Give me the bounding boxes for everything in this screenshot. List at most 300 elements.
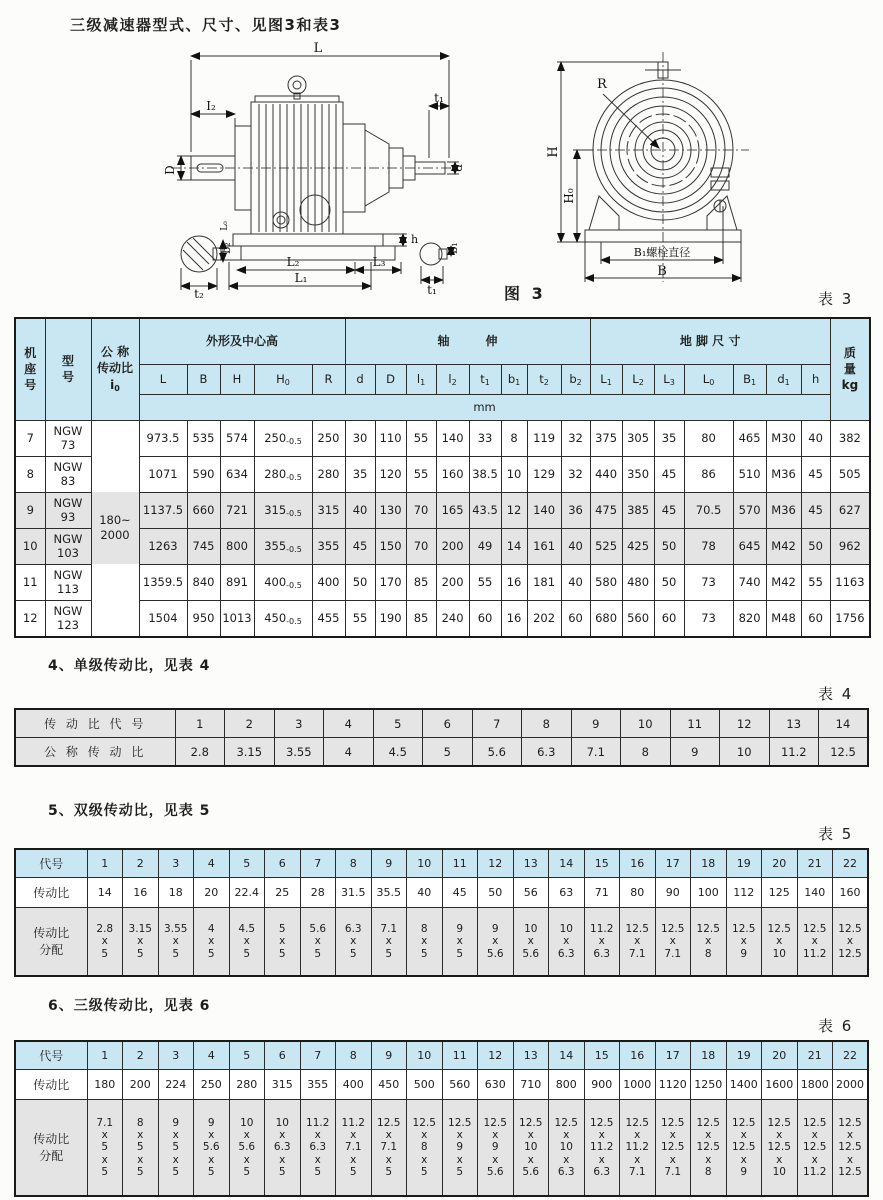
ratio-value-cell: 10 <box>720 738 770 767</box>
dim-value-cell: 1263 <box>139 528 187 564</box>
dim-d-label: d <box>451 164 465 172</box>
dim-L-label: L <box>313 41 323 56</box>
code-cell: 1 <box>87 849 123 878</box>
table5-label: 表 5 <box>818 825 854 843</box>
frame-no-cell: 8 <box>15 456 45 492</box>
ratio-cell: 900 <box>584 1070 620 1100</box>
ratio-cell: 280 <box>229 1070 265 1100</box>
code-cell: 5 <box>229 849 265 878</box>
code-cell: 20 <box>762 1041 798 1070</box>
dim-value-cell: 645 <box>733 528 766 564</box>
ratio-cell: 40 <box>407 878 443 908</box>
ratio-split-cell: 12.5 x 12.5 x 8 <box>691 1100 727 1197</box>
code-cell: 9 <box>371 1041 407 1070</box>
ratio-cell: 125 <box>762 878 798 908</box>
dim-value-cell: 85 <box>406 564 436 600</box>
dim-col-header: h <box>801 364 830 394</box>
dim-L1-label: L₁ <box>294 271 308 285</box>
dim-B1-label: B₁螺栓直径 <box>633 246 691 259</box>
ratio-cell: 45 <box>442 878 478 908</box>
dim-value-cell: 375 <box>590 420 622 456</box>
dim-value-cell: 510 <box>733 456 766 492</box>
dim-value-cell: 250 <box>312 420 345 456</box>
ratio-split-cell: 12.5 x 7.1 <box>655 908 691 977</box>
ratio-cell: 50 <box>478 878 514 908</box>
frame-no-cell: 11 <box>15 564 45 600</box>
weight-cell: 627 <box>830 492 870 528</box>
nominal-ratio-cell: 180~ 2000 <box>91 420 139 637</box>
dim-col-header: $H_0$ <box>254 364 312 394</box>
dim-value-cell: 50 <box>801 528 830 564</box>
dim-col-header: $L_2$ <box>622 364 654 394</box>
row-label-nominal-ratio: 公 称 传 动 比 <box>15 738 175 767</box>
dim-value-cell: 80 <box>684 420 733 456</box>
dim-B-label: B <box>657 264 667 279</box>
dim-value-cell: 73 <box>684 600 733 637</box>
dim-value-cell: 973.5 <box>139 420 187 456</box>
code-cell: 6 <box>265 849 301 878</box>
dim-value-cell: 315 <box>312 492 345 528</box>
header-unit-mm: mm <box>139 394 830 420</box>
ratio-cell: 355 <box>300 1070 336 1100</box>
dim-value-cell: 32 <box>561 456 590 492</box>
ratio-split-cell: 12.5 x 9 x 5 <box>442 1100 478 1197</box>
dim-value-cell: 161 <box>527 528 561 564</box>
dim-col-header: $t_1$ <box>469 364 501 394</box>
dim-value-cell: 40 <box>561 564 590 600</box>
ratio-cell: 500 <box>407 1070 443 1100</box>
dim-value-cell: 200 <box>436 528 469 564</box>
section4-heading: 4、单级传动比，见表 4 <box>48 658 211 674</box>
dim-value-cell: 33 <box>469 420 501 456</box>
code-cell: 16 <box>620 849 656 878</box>
ratio-split-cell: 8 x 5 <box>407 908 443 977</box>
ratio-split-cell: 12.5 x 11.2 x 6.3 <box>584 1100 620 1197</box>
dim-value-cell: 55 <box>406 420 436 456</box>
dim-value-cell: 950 <box>187 600 220 637</box>
code-cell: 6 <box>265 1041 301 1070</box>
ratio-cell: 630 <box>478 1070 514 1100</box>
dim-value-cell: 14 <box>501 528 527 564</box>
dim-value-cell: $280_{-0.5}$ <box>254 456 312 492</box>
code-cell: 15 <box>584 1041 620 1070</box>
ratio-cell: 90 <box>655 878 691 908</box>
dim-value-cell: 60 <box>801 600 830 637</box>
header-group-foot: 地 脚 尺 寸 <box>590 318 830 364</box>
row-label-ratio: 传动比 <box>15 1070 87 1100</box>
dim-value-cell: 70.5 <box>684 492 733 528</box>
dim-value-cell: 55 <box>801 564 830 600</box>
ratio-split-cell: 9 x 5 x 5 <box>158 1100 194 1197</box>
dim-value-cell: 170 <box>375 564 406 600</box>
dim-value-cell: 30 <box>345 420 375 456</box>
ratio-cell: 800 <box>549 1070 585 1100</box>
dim-value-cell: 70 <box>406 528 436 564</box>
header-nominal-ratio: 公 称 传动比 $i_0$ <box>91 318 139 420</box>
dim-value-cell: 721 <box>220 492 254 528</box>
ratio-cell: 180 <box>87 1070 123 1100</box>
row-label-ratio-split: 传动比 分配 <box>15 1100 87 1197</box>
ratio-value-cell: 11.2 <box>769 738 819 767</box>
row-label-code: 代号 <box>15 849 87 878</box>
dim-col-header: $t_2$ <box>527 364 561 394</box>
dim-col-header: $d_1$ <box>766 364 801 394</box>
dim-value-cell: 32 <box>561 420 590 456</box>
ratio-split-cell: 9 x 5 <box>442 908 478 977</box>
ratio-split-cell: 12.5 x 12.5 x 10 <box>762 1100 798 1197</box>
row-label-ratio-code: 传 动 比 代 号 <box>15 709 175 738</box>
code-cell: 11 <box>442 849 478 878</box>
model-cell: NGW 73 <box>45 420 91 456</box>
table-row <box>15 528 870 564</box>
dim-value-cell: 1071 <box>139 456 187 492</box>
ratio-cell: 1600 <box>762 1070 798 1100</box>
dim-value-cell: 574 <box>220 420 254 456</box>
dim-H0-label: H₀ <box>562 188 576 204</box>
ratio-split-cell: 12.5 x 10 x 5.6 <box>513 1100 549 1197</box>
dim-value-cell: 55 <box>406 456 436 492</box>
ratio-code-cell: 12 <box>720 709 770 738</box>
dim-value-cell: 55 <box>469 564 501 600</box>
ratio-value-cell: 4 <box>324 738 374 767</box>
dim-value-cell: 40 <box>561 528 590 564</box>
dim-value-cell: 480 <box>622 564 654 600</box>
ratio-cell: 20 <box>194 878 230 908</box>
table3-dimensions <box>14 317 871 638</box>
dim-value-cell: 660 <box>187 492 220 528</box>
code-cell: 12 <box>478 849 514 878</box>
dim-col-header: d <box>345 364 375 394</box>
dim-value-cell: 745 <box>187 528 220 564</box>
ratio-cell: 56 <box>513 878 549 908</box>
ratio-cell: 250 <box>194 1070 230 1100</box>
dim-value-cell: 35 <box>345 456 375 492</box>
dim-value-cell: 280 <box>312 456 345 492</box>
ratio-cell: 1000 <box>620 1070 656 1100</box>
dim-value-cell: 240 <box>436 600 469 637</box>
dim-H-label: H <box>546 146 561 158</box>
dim-value-cell: 590 <box>187 456 220 492</box>
table-row <box>15 420 870 456</box>
dim-value-cell: 355 <box>312 528 345 564</box>
code-cell: 12 <box>478 1041 514 1070</box>
dim-col-header: $L_3$ <box>654 364 684 394</box>
ratio-cell: 2000 <box>833 1070 869 1100</box>
section6-heading: 6、三级传动比，见表 6 <box>48 998 211 1014</box>
ratio-cell: 1400 <box>726 1070 762 1100</box>
ratio-cell: 112 <box>726 878 762 908</box>
header-model: 型 号 <box>45 318 91 420</box>
dim-value-cell: 55 <box>345 600 375 637</box>
code-cell: 10 <box>407 849 443 878</box>
ratio-split-cell: 11.2 x 6.3 x 5 <box>300 1100 336 1197</box>
dim-value-cell: 8 <box>501 420 527 456</box>
ratio-value-cell: 2.8 <box>175 738 225 767</box>
ratio-split-cell: 5 x 5 <box>265 908 301 977</box>
dim-value-cell: 465 <box>733 420 766 456</box>
code-cell: 5 <box>229 1041 265 1070</box>
ratio-cell: 25 <box>265 878 301 908</box>
table6-triple-stage-ratios <box>14 1040 869 1197</box>
ratio-code-cell: 3 <box>274 709 324 738</box>
ratio-cell: 80 <box>620 878 656 908</box>
ratio-cell: 31.5 <box>336 878 372 908</box>
dim-value-cell: 140 <box>527 492 561 528</box>
ratio-cell: 35.5 <box>371 878 407 908</box>
frame-no-cell: 12 <box>15 600 45 637</box>
weight-cell: 505 <box>830 456 870 492</box>
code-cell: 17 <box>655 849 691 878</box>
dim-value-cell: 12 <box>501 492 527 528</box>
code-cell: 19 <box>726 1041 762 1070</box>
ratio-split-cell: 11.2 x 7.1 x 5 <box>336 1100 372 1197</box>
dim-value-cell: 38.5 <box>469 456 501 492</box>
dim-t2-label: t₂ <box>194 287 204 300</box>
table6-label: 表 6 <box>818 1017 854 1035</box>
dim-value-cell: 43.5 <box>469 492 501 528</box>
dim-value-cell: 50 <box>345 564 375 600</box>
code-cell: 1 <box>87 1041 123 1070</box>
ratio-code-cell: 2 <box>225 709 275 738</box>
code-cell: 3 <box>158 849 194 878</box>
ratio-code-cell: 6 <box>423 709 473 738</box>
dim-value-cell: 49 <box>469 528 501 564</box>
dim-value-cell: 634 <box>220 456 254 492</box>
dim-value-cell: 45 <box>654 492 684 528</box>
ratio-cell: 18 <box>158 878 194 908</box>
dim-value-cell: 45 <box>345 528 375 564</box>
row-label-ratio: 传动比 <box>15 878 87 908</box>
dim-value-cell: 40 <box>345 492 375 528</box>
ratio-cell: 450 <box>371 1070 407 1100</box>
dim-col-header: $b_1$ <box>501 364 527 394</box>
dim-value-cell: 350 <box>622 456 654 492</box>
code-cell: 10 <box>407 1041 443 1070</box>
dim-value-cell: 60 <box>561 600 590 637</box>
dim-col-header: $B_1$ <box>733 364 766 394</box>
ratio-split-cell: 2.8 x 5 <box>87 908 123 977</box>
ratio-cell: 224 <box>158 1070 194 1100</box>
dim-value-cell: 16 <box>501 600 527 637</box>
dim-value-cell: 110 <box>375 420 406 456</box>
dim-value-cell: 10 <box>501 456 527 492</box>
header-group-outline: 外形及中心高 <box>139 318 345 364</box>
ratio-split-cell: 3.15 x 5 <box>123 908 159 977</box>
dim-value-cell: 181 <box>527 564 561 600</box>
dim-L0-label: L₀ <box>220 221 230 231</box>
table-row <box>15 456 870 492</box>
frame-no-cell: 7 <box>15 420 45 456</box>
code-cell: 7 <box>300 849 336 878</box>
dim-col-header: $L_1$ <box>590 364 622 394</box>
ratio-value-cell: 6.3 <box>522 738 572 767</box>
table-row <box>15 564 870 600</box>
ratio-split-cell: 12.5 x 7.1 <box>620 908 656 977</box>
code-cell: 9 <box>371 849 407 878</box>
dim-value-cell: M36 <box>766 492 801 528</box>
dim-col-header: $l_1$ <box>406 364 436 394</box>
ratio-split-cell: 12.5 x 8 x 5 <box>407 1100 443 1197</box>
ratio-split-cell: 12.5 x 8 <box>691 908 727 977</box>
model-cell: NGW 93 <box>45 492 91 528</box>
ratio-cell: 315 <box>265 1070 301 1100</box>
reducer-side-view-drawing <box>163 40 465 300</box>
ratio-code-cell: 5 <box>373 709 423 738</box>
model-cell: NGW 83 <box>45 456 91 492</box>
dim-value-cell: 45 <box>801 492 830 528</box>
ratio-cell: 1120 <box>655 1070 691 1100</box>
code-cell: 14 <box>549 849 585 878</box>
dim-value-cell: $355_{-0.5}$ <box>254 528 312 564</box>
dim-t1-top-label: t₁ <box>434 91 444 105</box>
dim-value-cell: 800 <box>220 528 254 564</box>
ratio-split-cell: 3.55 x 5 <box>158 908 194 977</box>
dim-value-cell: 740 <box>733 564 766 600</box>
code-cell: 22 <box>833 1041 869 1070</box>
dim-value-cell: 200 <box>436 564 469 600</box>
code-cell: 17 <box>655 1041 691 1070</box>
dim-value-cell: 680 <box>590 600 622 637</box>
code-cell: 19 <box>726 849 762 878</box>
ratio-split-cell: 4 x 5 <box>194 908 230 977</box>
dim-h-label: h <box>411 233 419 246</box>
code-cell: 22 <box>833 849 869 878</box>
ratio-split-cell: 8 x 5 x 5 <box>123 1100 159 1197</box>
ratio-value-cell: 8 <box>621 738 671 767</box>
code-cell: 14 <box>549 1041 585 1070</box>
dim-value-cell: 560 <box>622 600 654 637</box>
dim-value-cell: 120 <box>375 456 406 492</box>
ratio-code-cell: 13 <box>769 709 819 738</box>
code-cell: 8 <box>336 1041 372 1070</box>
dim-value-cell: M42 <box>766 528 801 564</box>
ratio-code-cell: 7 <box>472 709 522 738</box>
dim-value-cell: 45 <box>654 456 684 492</box>
figure-caption: 图 3 <box>504 284 546 303</box>
dim-value-cell: 202 <box>527 600 561 637</box>
code-cell: 11 <box>442 1041 478 1070</box>
code-cell: 8 <box>336 849 372 878</box>
dim-value-cell: 385 <box>622 492 654 528</box>
dim-value-cell: 190 <box>375 600 406 637</box>
ratio-split-cell: 12.5 x 11.2 <box>797 908 833 977</box>
dim-value-cell: 160 <box>436 456 469 492</box>
ratio-cell: 560 <box>442 1070 478 1100</box>
ratio-split-cell: 12.5 x 12.5 x 12.5 <box>833 1100 869 1197</box>
code-cell: 13 <box>513 849 549 878</box>
weight-cell: 382 <box>830 420 870 456</box>
ratio-split-cell: 7.1 x 5 <box>371 908 407 977</box>
dim-value-cell: 86 <box>684 456 733 492</box>
page-title: 三级减速器型式、尺寸、见图3和表3 <box>70 16 342 34</box>
row-label-ratio-split: 传动比 分配 <box>15 908 87 977</box>
dim-value-cell: 70 <box>406 492 436 528</box>
dim-value-cell: 165 <box>436 492 469 528</box>
model-cell: NGW 113 <box>45 564 91 600</box>
ratio-split-cell: 12.5 x 12.5 x 7.1 <box>655 1100 691 1197</box>
ratio-code-cell: 9 <box>571 709 621 738</box>
dim-value-cell: 580 <box>590 564 622 600</box>
frame-no-cell: 10 <box>15 528 45 564</box>
ratio-split-cell: 12.5 x 7.1 x 5 <box>371 1100 407 1197</box>
dim-col-header: B <box>187 364 220 394</box>
table4-label: 表 4 <box>818 685 854 703</box>
dim-value-cell: 1504 <box>139 600 187 637</box>
dim-value-cell: 50 <box>654 564 684 600</box>
dim-value-cell: $250_{-0.5}$ <box>254 420 312 456</box>
ratio-split-cell: 12.5 x 10 x 6.3 <box>549 1100 585 1197</box>
table3-label: 表 3 <box>818 290 854 308</box>
ratio-split-cell: 9 x 5.6 <box>478 908 514 977</box>
code-cell: 21 <box>797 849 833 878</box>
code-cell: 18 <box>691 1041 727 1070</box>
ratio-split-cell: 11.2 x 6.3 <box>584 908 620 977</box>
dim-b1-label: b₁ <box>447 242 460 254</box>
ratio-cell: 14 <box>87 878 123 908</box>
dim-value-cell: 425 <box>622 528 654 564</box>
dim-value-cell: 440 <box>590 456 622 492</box>
dim-value-cell: M42 <box>766 564 801 600</box>
dim-value-cell: 535 <box>187 420 220 456</box>
code-cell: 4 <box>194 849 230 878</box>
ratio-cell: 22.4 <box>229 878 265 908</box>
ratio-split-cell: 10 x 6.3 x 5 <box>265 1100 301 1197</box>
table4-single-stage-ratios <box>14 708 869 767</box>
ratio-cell: 71 <box>584 878 620 908</box>
dim-value-cell: 305 <box>622 420 654 456</box>
ratio-cell: 710 <box>513 1070 549 1100</box>
ratio-cell: 100 <box>691 878 727 908</box>
code-cell: 13 <box>513 1041 549 1070</box>
ratio-split-cell: 6.3 x 5 <box>336 908 372 977</box>
dim-col-header: R <box>312 364 345 394</box>
ratio-cell: 1250 <box>691 1070 727 1100</box>
section5-heading: 5、双级传动比，见表 5 <box>48 803 211 819</box>
dim-value-cell: 35 <box>654 420 684 456</box>
ratio-value-cell: 3.55 <box>274 738 324 767</box>
dim-col-header: L <box>139 364 187 394</box>
ratio-value-cell: 5.6 <box>472 738 522 767</box>
dim-value-cell: 820 <box>733 600 766 637</box>
reducer-front-view-drawing <box>545 48 780 288</box>
ratio-cell: 1800 <box>797 1070 833 1100</box>
dim-value-cell: $315_{-0.5}$ <box>254 492 312 528</box>
dim-R-label: R <box>597 77 607 92</box>
header-group-shaft: 轴 伸 <box>345 318 590 364</box>
code-cell: 3 <box>158 1041 194 1070</box>
dim-value-cell: M48 <box>766 600 801 637</box>
ratio-value-cell: 3.15 <box>225 738 275 767</box>
dim-value-cell: $450_{-0.5}$ <box>254 600 312 637</box>
dim-value-cell: 570 <box>733 492 766 528</box>
dim-value-cell: 78 <box>684 528 733 564</box>
dim-col-header: D <box>375 364 406 394</box>
ratio-split-cell: 10 x 6.3 <box>549 908 585 977</box>
code-cell: 16 <box>620 1041 656 1070</box>
weight-cell: 962 <box>830 528 870 564</box>
dim-value-cell: 1013 <box>220 600 254 637</box>
ratio-split-cell: 7.1 x 5 x 5 <box>87 1100 123 1197</box>
ratio-code-cell: 11 <box>670 709 720 738</box>
header-weight: 质 量 kg <box>830 318 870 420</box>
dim-value-cell: $400_{-0.5}$ <box>254 564 312 600</box>
ratio-value-cell: 12.5 <box>819 738 869 767</box>
dim-b2-label: b₂ <box>220 242 233 254</box>
ratio-split-cell: 12.5 x 12.5 x 9 <box>726 1100 762 1197</box>
dim-D-label: D <box>163 165 177 175</box>
ratio-value-cell: 4.5 <box>373 738 423 767</box>
dim-value-cell: 130 <box>375 492 406 528</box>
